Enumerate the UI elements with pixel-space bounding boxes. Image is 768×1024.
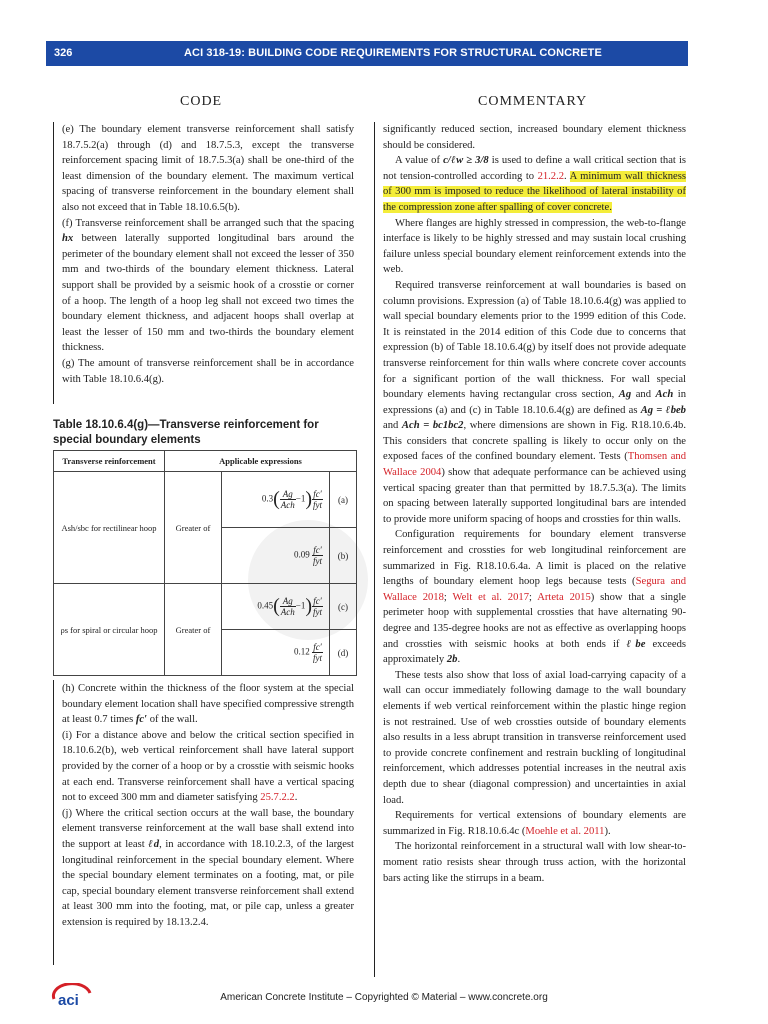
code-item-f: (f) Transverse reinforcement shall be arranged such that the spacing hx between laterally supported longitudinal bars around the perimeter of the boundary element shall not exceed the lesser of 350 mm and two-thirds of the boundary element thickness. Lateral support shall be provided by a seismic hook of a crosstie or corner of a hoop. The length of a hoop leg shall not exceed two times the boundary element thickness, and adjacent hoops shall overlap at least the lesser of 150 mm and two-thirds the boundary element thickness. xyxy=(62,217,354,354)
page-number: 326 xyxy=(54,47,73,59)
table-header: Applicable expressions xyxy=(165,451,357,472)
commentary-text xyxy=(383,122,686,886)
expression-tag: (a) xyxy=(330,472,357,528)
code-column-heading: CODE xyxy=(180,94,223,109)
code-rule-bottom xyxy=(53,680,54,965)
code-item-j: (j) Where the critical section occurs at the wall base, the boundary element transverse reinforcement at the wall base shall extend into the support at least ℓd, in accordance with 18.10.2.3, of the largest longitudinal reinforcement in the special boundary element. Where the special boundary element terminates on a footing, mat, or pile cap, special boundary element transverse reinforcement shall extend at least 300 mm into the footing, mat, or pile cap, unless a greater extension is required by 18.13.2.4. xyxy=(62,807,354,928)
expression-c: 0.45( $\frac{Ag}{\text{Ach}}$ −1) $\frac{fc'}{\text{fyt}}$ xyxy=(222,584,330,630)
code-text-top xyxy=(62,122,354,387)
section-link[interactable]: 25.7.2.2 xyxy=(260,792,295,804)
code-item-h: (h) Concrete within the thickness of the floor system at the special boundary element location shall have specified compressive strength at least 0.7 times fc′ of the wall. xyxy=(62,683,354,726)
code-item-e: (e) The boundary element transverse reinforcement shall satisfy 18.7.5.2(a) through (d) and 18.7.5.3, except the transverse reinforcement spacing limit of 18.7.5.3(a) shall be one-third of the least dimension of the boundary element. The maximum vertical spacing of transverse reinforcement in the boundary element shall also not exceed that in Table 18.10.6.5(b). xyxy=(62,124,354,213)
section-link[interactable]: 21.2.2 xyxy=(537,170,565,182)
table-row-label: Ash/sbc for rectilinear hoop xyxy=(54,472,165,584)
commentary-rule xyxy=(374,122,375,977)
table-caption: Table 18.10.6.4(g)—Transverse reinforcement for special boundary elements xyxy=(53,419,319,446)
transverse-reinforcement-table xyxy=(53,450,357,676)
code-text-bottom xyxy=(62,681,354,931)
citation-link[interactable]: Arteta 2015 xyxy=(537,591,591,603)
svg-text:aci: aci xyxy=(58,992,79,1009)
running-title: ACI 318-19: BUILDING CODE REQUIREMENTS FOR STRUCTURAL CONCRETE xyxy=(184,47,602,59)
table-header: Transverse reinforcement xyxy=(54,451,165,472)
commentary-column-heading: COMMENTARY xyxy=(478,94,588,109)
commentary-paragraph: Requirements for vertical extensions of boundary elements are summarized in Fig. R18.10.6.4c (Moehle et al. 2011). xyxy=(383,810,686,837)
footer-copyright: American Concrete Institute – Copyrighted © Material – www.concrete.org xyxy=(220,992,548,1003)
highlighted-text: A minimum wall thickness of 300 mm is imposed to reduce the likelihood of lateral instability of the compression zone after spalling of cover concrete. xyxy=(383,170,686,213)
expression-tag: (c) xyxy=(330,584,357,630)
table-row-label: ρs for spiral or circular hoop xyxy=(54,584,165,676)
commentary-paragraph: These tests also show that loss of axial load-carrying capacity of a wall can occur immediately following damage to the wall boundary elements if web vertical reinforcement within the plastic hinge region is not restrained. Use of web crossties outside of boundary elements also results in a less abrupt transition in transverse reinforcement used to provide concrete confinement and restrain buckling of longitudinal reinforcement, which addresses potential increases in the neutral axis depth due to shear (diagonal compression) and uncertainties in axial load. xyxy=(383,669,686,806)
commentary-paragraph: The horizontal reinforcement in a structural wall with low shear-to-moment ratio resists shear through truss action, with the horizontal bars acting like the stirrups in a beam. xyxy=(383,841,686,884)
expression-d: 0.12 $\frac{fc'}{\text{fyt}}$ xyxy=(222,630,330,676)
commentary-paragraph: significantly reduced section, increased boundary element thickness should be considered. xyxy=(383,124,686,151)
code-item-g: (g) The amount of transverse reinforcement shall be in accordance with Table 18.10.6.4(g). xyxy=(62,357,354,385)
commentary-paragraph: Where flanges are highly stressed in compression, the web-to-flange interface is likely to be highly stressed and may sustain local crushing failure unless special boundary element reinforcement extends into the web. xyxy=(383,217,686,276)
commentary-paragraph: Configuration requirements for boundary element transverse reinforcement and crossties for web longitudinal reinforcement are summarized in Fig. R18.10.6.4a. A limit is placed on the relative lengths of boundary element hoop legs because tests (Segura and Wallace 2018; Welt et al. 2017; Arteta 2015) show that a single perimeter hoop with supplemental crossties that have alternating 90-degree and 135-degree hooks are not as effective as overlapping hoops and crossties with seismic hooks at both ends if ℓbe exceeds approximately 2b. xyxy=(383,529,687,666)
expression-tag: (d) xyxy=(330,630,357,676)
citation-link[interactable]: Segura and Wallace 2018 xyxy=(383,576,686,603)
code-rule-top xyxy=(53,122,54,404)
header-banner xyxy=(46,41,688,66)
expression-b: 0.09 $\frac{fc'}{\text{fyt}}$ xyxy=(222,528,330,584)
expression-tag: (b) xyxy=(330,528,357,584)
table-condition: Greater of xyxy=(165,584,222,676)
code-item-i: (i) For a distance above and below the critical section specified in 18.10.6.2(b), web vertical reinforcement shall have lateral support provided by the corner of a hoop or by a crosstie with seismic hooks at each end. Transverse reinforcement shall have a vertical spacing not to exceed 300 mm and diameter satisfying 25.7.2.2. xyxy=(62,729,354,804)
citation-link[interactable]: Welt et al. 2017 xyxy=(452,591,529,603)
citation-link[interactable]: Thomsen and Wallace 2004 xyxy=(383,451,686,479)
citation-link[interactable]: Moehle et al. 2011 xyxy=(525,825,605,837)
expression-a: 0.3( $\frac{Ag}{\text{Ach}}$ −1) $\frac{fc'}{\text{fyt}}$ xyxy=(222,472,330,528)
commentary-paragraph: A value of c/ℓw ≥ 3/8 is used to define a wall critical section that is not tension-controlled according to 21.2.2. A minimum wall thickness of 300 mm is imposed to reduce the likelihood of lateral instability of the compression zone after spalling of cover concrete. xyxy=(383,155,687,213)
commentary-paragraph: Required transverse reinforcement at wall boundaries is based on column provisions. Expression (a) of Table 18.10.6.4(g) was applied to wall special boundary elements prior to the 1999 edition of this Code. It is reinstated in the 2014 edition of this Code due to concerns that expression (b) of Table 18.10.6.4(g) by itself does not provide adequate transverse reinforcement for thin walls where concrete cover accounts for a significant portion of the wall thickness. For wall special boundary elements having rectangular cross section, Ag and Ach in expressions (a) and (c) in Table 18.10.6.4(g) are defined as Ag = ℓbeb and Ach = bc1bc2, where dimensions are shown in Fig. R18.10.6.4b. This considers that concrete spalling is likely to occur only on the exposed faces of the confined boundary element. Tests (Thomsen and Wallace 2004) show that adequate performance can be achieved using vertical spacing greater than that permitted by 18.7.5.3(a). The limits on spacing between laterally supported longitudinal bars are intended to provide more uniform spacing of hoops and crossties for thin walls. xyxy=(383,279,686,525)
table-condition: Greater of xyxy=(165,472,222,584)
